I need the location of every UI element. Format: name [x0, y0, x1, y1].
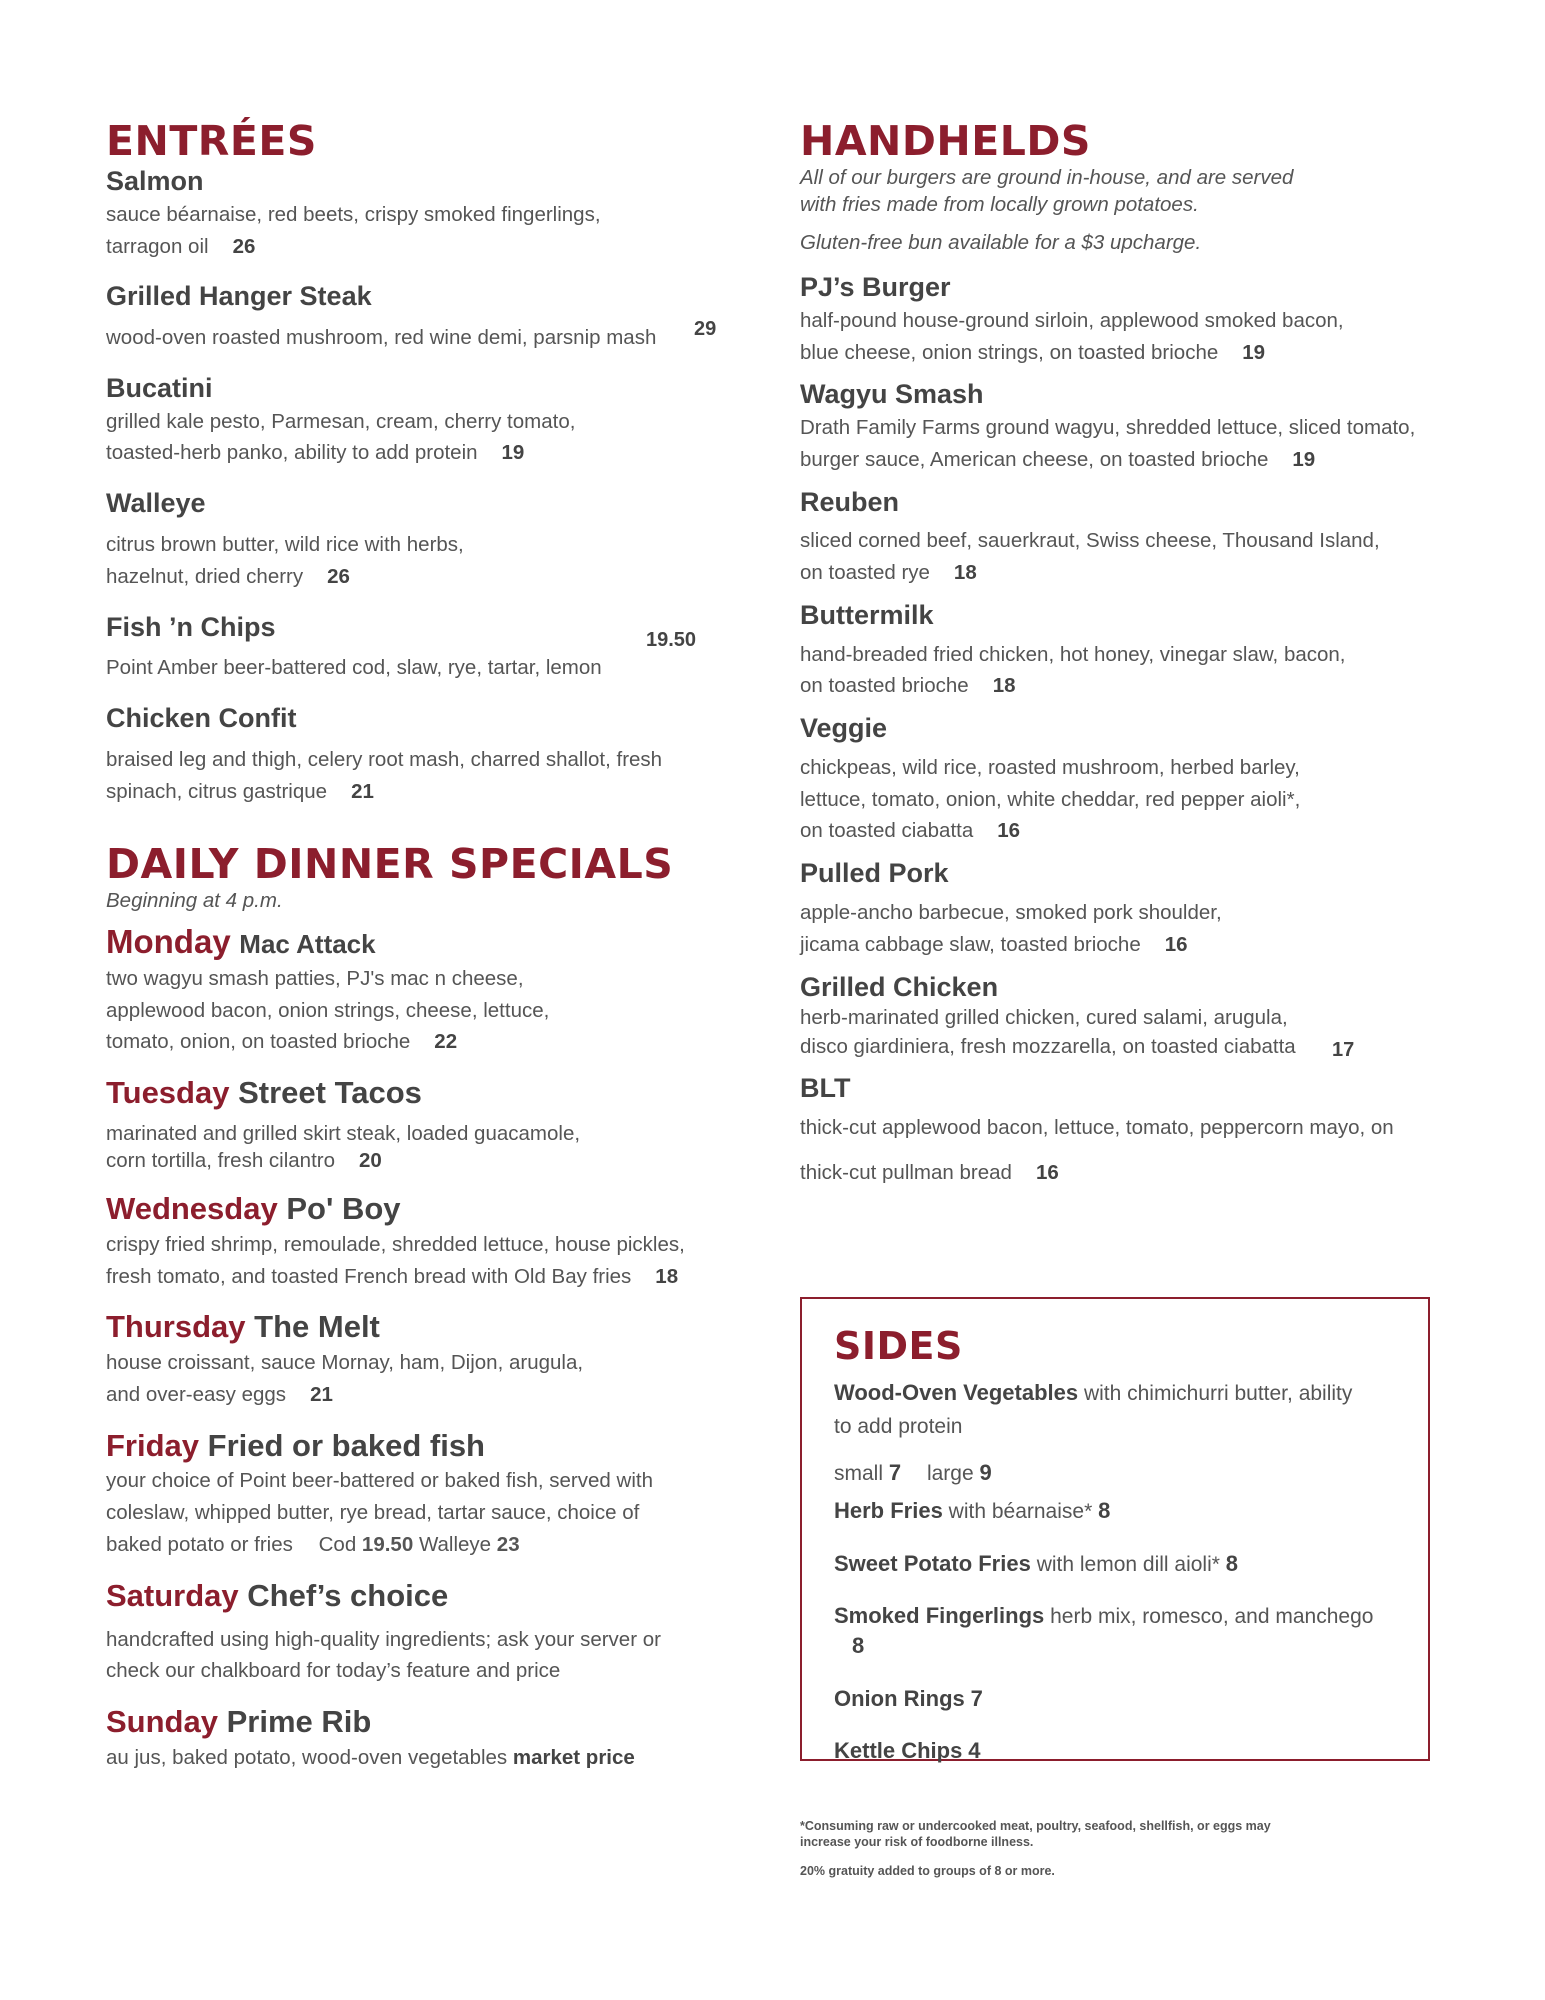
size-large-price: 9: [979, 1459, 992, 1485]
side-price: 4: [968, 1737, 981, 1763]
special-name: Chef’s choice: [247, 1577, 449, 1613]
item-price: 18: [992, 674, 1016, 698]
menu-item-bucatini: [106, 372, 726, 469]
special-desc: crispy fried shrimp, remoulade, shredded lettuce, house pickles, fresh tomato, and toasted French bread with Old Bay fries: [106, 1232, 685, 1288]
item-price: 16: [1035, 1161, 1059, 1185]
item-desc: apple-ancho barbecue, smoked pork shoulder, jicama cabbage slaw, toasted brioche: [800, 900, 1222, 956]
side-wood-oven-vegetables: [834, 1375, 1354, 1444]
special-day: Wednesday: [106, 1191, 278, 1227]
menu-item-grilled-chicken: [800, 971, 1440, 1062]
special-tuesday: [106, 1074, 726, 1174]
special-day: Monday: [106, 923, 231, 961]
special-desc: house croissant, sauce Mornay, ham, Dijon, arugula, and over-easy eggs: [106, 1351, 584, 1406]
item-name: Grilled Chicken: [800, 971, 999, 1002]
item-desc: citrus brown butter, wild rice with herbs, hazelnut, dried cherry: [106, 532, 464, 588]
special-day: Friday: [106, 1427, 200, 1463]
menu-item-pjs-burger: [800, 271, 1440, 368]
item-name: Chicken Confit: [106, 703, 297, 734]
gratuity-note: 20% gratuity added to groups of 8 or more.: [800, 1864, 1055, 1878]
special-desc: two wagyu smash patties, PJ's mac n cheese, applewood bacon, onion strings, cheese, lettuce, tomato, onion, on toasted brioche: [106, 966, 550, 1054]
special-price: 22: [434, 1030, 458, 1054]
item-desc: chickpeas, wild rice, roasted mushroom, herbed barley, lettuce, tomato, onion, white cheddar, red pepper aioli*, on toasted ciabatta: [800, 755, 1301, 843]
special-name: Mac Attack: [239, 929, 376, 960]
menu-item-walleye: [106, 487, 726, 592]
item-name: Grilled Hanger Steak: [106, 281, 372, 312]
special-name: The Melt: [254, 1309, 380, 1345]
item-desc: sauce béarnaise, red beets, crispy smoked fingerlings, tarragon oil: [106, 202, 601, 258]
special-wednesday: [106, 1190, 726, 1292]
side-desc: herb mix, romesco, and manchego: [1050, 1604, 1374, 1628]
special-desc: au jus, baked potato, wood-oven vegetables: [106, 1745, 508, 1769]
item-name: BLT: [800, 1072, 851, 1103]
menu-item-buttermilk: [800, 599, 1440, 702]
side-price: 8: [1098, 1498, 1111, 1524]
item-desc: thick-cut applewood bacon, lettuce, tomato, peppercorn mayo, on thick-cut pullman bread: [800, 1116, 1394, 1185]
item-name: Fish ’n Chips: [106, 611, 276, 642]
menu-item-salmon: [106, 165, 726, 262]
item-desc: Drath Family Farms ground wagyu, shredded lettuce, sliced tomato, burger sauce, American cheese, on toasted brioche: [800, 416, 1416, 471]
side-name: Smoked Fingerlings: [834, 1602, 1045, 1628]
item-price: 26: [327, 564, 350, 588]
menu-item-veggie: [800, 712, 1440, 847]
special-saturday: [106, 1577, 726, 1687]
item-desc: hand-breaded fried chicken, hot honey, vinegar slaw, bacon, on toasted brioche: [800, 642, 1346, 698]
gluten-free-note: Gluten-free bun available for a $3 upcharge.: [800, 231, 1202, 255]
item-price: 26: [232, 234, 256, 258]
item-price: 19: [501, 441, 525, 465]
special-thursday: [106, 1308, 726, 1410]
special-name: Street Tacos: [238, 1075, 422, 1111]
item-price: 18: [953, 561, 977, 585]
special-day: Tuesday: [106, 1075, 230, 1111]
item-name: Salmon: [106, 166, 204, 197]
item-name: Bucatini: [106, 372, 213, 403]
item-name: Buttermilk: [800, 599, 934, 630]
side-name: Onion Rings: [834, 1685, 965, 1711]
special-day: Saturday: [106, 1577, 239, 1613]
left-column: [106, 118, 726, 1774]
side-desc: with lemon dill aioli*: [1036, 1552, 1220, 1576]
item-name: Pulled Pork: [800, 858, 949, 889]
size-small-label: small: [834, 1461, 884, 1485]
item-desc: half-pound house-ground sirloin, applewood smoked bacon, blue cheese, onion strings, on toasted brioche: [800, 308, 1344, 364]
item-desc: Point Amber beer-battered cod, slaw, rye, tartar, lemon: [106, 656, 602, 680]
item-name: Walleye: [106, 488, 206, 519]
side-price: 7: [970, 1685, 983, 1711]
side-name: Sweet Potato Fries: [834, 1550, 1031, 1576]
item-price: 19: [1242, 340, 1266, 364]
menu-item-reuben: [800, 486, 1440, 589]
side-desc: with béarnaise*: [948, 1500, 1093, 1524]
sides-title: SIDES: [834, 1324, 963, 1368]
item-desc: grilled kale pesto, Parmesan, cream, cherry tomato, toasted-herb panko, ability to add protein: [106, 409, 576, 465]
sides-box: [800, 1297, 1430, 1761]
side-name: Wood-Oven Vegetables: [834, 1379, 1079, 1405]
item-name: Reuben: [800, 486, 900, 517]
side-name: Herb Fries: [834, 1498, 943, 1524]
special-desc: handcrafted using high-quality ingredients; ask your server or check our chalkboard for today’s feature and price: [106, 1627, 661, 1683]
menu-item-hanger-steak: [106, 280, 726, 354]
special-sunday: [106, 1703, 726, 1774]
price-walleye: 23: [496, 1533, 520, 1556]
special-price: 21: [310, 1382, 333, 1406]
side-kettle-chips: [834, 1736, 1396, 1766]
specials-title: DAILY DINNER SPECIALS: [106, 840, 674, 889]
size-small-price: 7: [888, 1459, 902, 1485]
price-cod: 19.50: [361, 1533, 414, 1556]
special-desc: your choice of Point beer-battered or baked fish, served with coleslaw, whipped butter, rye bread, tartar sauce, choice of baked potato or fries: [106, 1469, 653, 1556]
side-desc: with chimichurri butter, ability to add protein: [834, 1381, 1353, 1439]
menu-item-pulled-pork: [800, 857, 1440, 960]
special-day: Thursday: [106, 1309, 246, 1345]
size-large-label: large: [926, 1461, 974, 1485]
special-price: market price: [512, 1745, 635, 1769]
price-walleye-label: Walleye: [418, 1533, 492, 1556]
item-price: 19.50: [646, 628, 697, 651]
item-desc: herb-marinated grilled chicken, cured salami, arugula, disco giardiniera, fresh mozzarella, on toasted ciabatta: [800, 1006, 1296, 1058]
item-name: Veggie: [800, 713, 888, 744]
right-column: [800, 118, 1440, 1206]
special-name: Po' Boy: [286, 1191, 401, 1227]
item-price: 16: [997, 819, 1021, 843]
price-cod-label: Cod: [318, 1533, 357, 1556]
special-name: Prime Rib: [226, 1704, 372, 1740]
item-desc: braised leg and thigh, celery root mash, charred shallot, fresh spinach, citrus gastrique: [106, 747, 663, 803]
special-price: 20: [359, 1148, 382, 1172]
item-price: 21: [351, 779, 374, 803]
side-herb-fries: [834, 1496, 1396, 1526]
side-onion-rings: [834, 1684, 1396, 1714]
special-desc: marinated and grilled skirt steak, loaded guacamole, corn tortilla, fresh cilantro: [106, 1121, 581, 1172]
item-price: 29: [694, 318, 717, 341]
special-price: 18: [655, 1264, 679, 1288]
side-smoked-fingerlings: [834, 1601, 1396, 1662]
menu-item-fish-n-chips: [106, 611, 726, 685]
special-friday: [106, 1427, 726, 1561]
special-monday: [106, 921, 726, 1058]
item-desc: sliced corned beef, sauerkraut, Swiss cheese, Thousand Island, on toasted rye: [800, 529, 1380, 585]
special-name: Fried or baked fish: [207, 1427, 485, 1463]
handhelds-note: All of our burgers are ground in-house, and are served with fries made from locally grown potatoes.: [800, 166, 1294, 216]
item-name: PJ’s Burger: [800, 272, 951, 303]
menu-item-blt: [800, 1072, 1440, 1196]
menu-item-wagyu-smash: [800, 378, 1440, 475]
raw-food-warning: *Consuming raw or undercooked meat, poultry, seafood, shellfish, or eggs may increase your risk of foodborne illness.: [800, 1819, 1271, 1850]
item-price: 17: [1332, 1038, 1355, 1061]
item-name: Wagyu Smash: [800, 379, 984, 410]
side-sweet-potato-fries: [834, 1549, 1396, 1579]
side-veg-sizes: [834, 1458, 1396, 1488]
handhelds-title: HANDHELDS: [800, 117, 1091, 165]
item-desc: wood-oven roasted mushroom, red wine demi, parsnip mash: [106, 326, 657, 350]
item-price: 19: [1292, 447, 1316, 471]
side-price: 8: [852, 1633, 865, 1659]
item-price: 16: [1164, 932, 1188, 956]
entrees-title: ENTRÉES: [106, 117, 317, 165]
special-day: Sunday: [106, 1704, 218, 1740]
menu-item-chicken-confit: [106, 702, 726, 807]
side-price: 8: [1225, 1550, 1239, 1576]
specials-subtitle: Beginning at 4 p.m.: [106, 889, 283, 913]
side-name: Kettle Chips: [834, 1737, 963, 1763]
